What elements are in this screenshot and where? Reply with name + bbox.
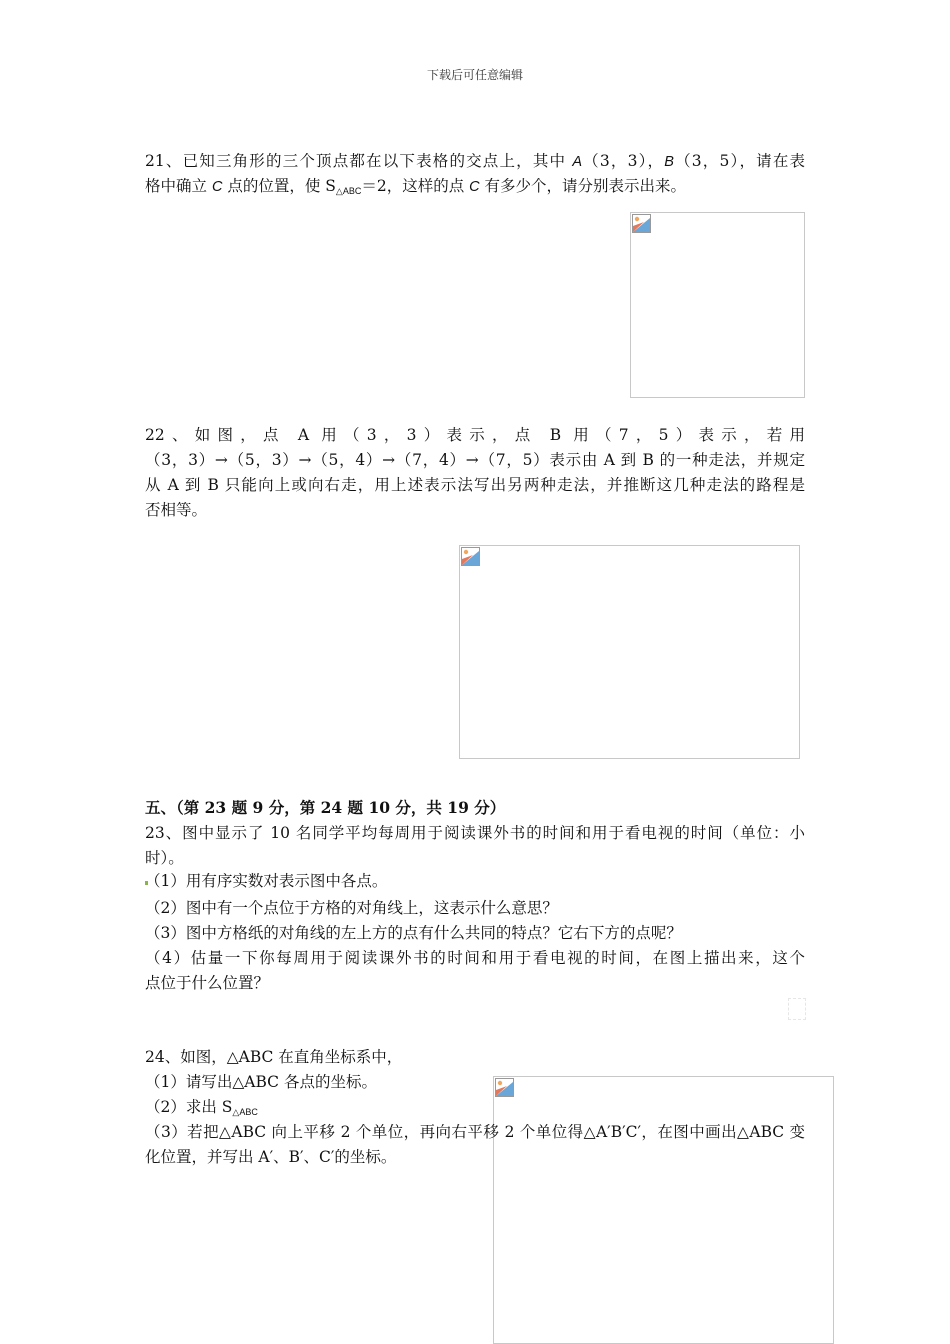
q21-b-coords: （3，5），请在表 [673, 152, 805, 170]
q24-part2-text: （2）求出 S [145, 1098, 233, 1116]
q21-line2 [145, 174, 805, 204]
q24-line1: 24、如图，△ABC 在直角坐标系中， [145, 1048, 403, 1066]
q21-line1 [145, 149, 805, 175]
section-title: 五、（第 23 题 9 分，第 24 题 10 分，共 19 分） [145, 798, 506, 817]
q22-line2: （3，3）→（5，3）→（5，4）→（7，4）→（7，5）表示由 A 到 B 的一种走法，并规定 [145, 451, 805, 469]
broken-image-icon [461, 547, 480, 566]
q21-text: 21、已知三角形的三个顶点都在以下表格的交点上，其中 [145, 152, 573, 170]
q21-text: 点的位置，使 S [222, 177, 336, 195]
q21-text: 格中确立 [145, 177, 212, 195]
q24-figure [493, 1076, 834, 1344]
q23-part3: （3）图中方格纸的对角线的左上方的点有什么共同的特点？它右下方的点呢？ [145, 924, 682, 942]
q21-text: ＝2，这样的点 [361, 177, 470, 195]
area-subscript: △ABC [232, 1107, 258, 1117]
q22-line1: 22、如图，点 A 用（3，3）表示，点 B 用（7，5）表示，若用 [145, 426, 805, 444]
q24-part1: （1）请写出△ABC 各点的坐标。 [145, 1073, 377, 1091]
q21-text: 有多少个，请分别表示出来。 [479, 177, 687, 195]
q22-line4: 否相等。 [145, 501, 208, 519]
point-b-label: B [664, 154, 674, 170]
q23-line1: 23、图中显示了 10 名同学平均每周用于阅读课外书的时间和用于看电视的时间（单位：小 [145, 824, 805, 842]
q24-part3-line2: 化位置，并写出 A′、B′、C′的坐标。 [145, 1148, 397, 1166]
broken-image-icon [495, 1078, 514, 1097]
q23-part4-line1: （4）估量一下你每周用于阅读课外书的时间和用于看电视的时间，在图上描出来，这个 [145, 949, 805, 967]
point-a-label: A [572, 154, 582, 170]
faint-image-placeholder-icon [788, 998, 806, 1020]
point-c-label: C [211, 179, 223, 195]
q23-part1: （1）用有序实数对表示图中各点。 [145, 872, 388, 890]
q22-line3: 从 A 到 B 只能向上或向右走，用上述表示法写出另两种走法，并推断这几种走法的路程是 [145, 476, 805, 494]
q23-part4-line2: 点位于什么位置？ [145, 974, 270, 992]
q23-line2: 时）。 [145, 849, 184, 867]
area-subscript: △ABC [335, 186, 362, 196]
q23-part2: （2）图中有一个点位于方格的对角线上，这表示什么意思？ [145, 899, 558, 917]
q21-figure [630, 212, 805, 398]
point-c-label: C [469, 179, 480, 195]
q22-figure [459, 545, 800, 759]
page-header: 下载后可任意编辑 [426, 68, 523, 82]
q21-a-coords: （3，3）， [582, 152, 665, 170]
broken-image-icon [632, 214, 651, 233]
q24-part3-line1: （3）若把△ABC 向上平移 2 个单位，再向右平移 2 个单位得△A′B′C′，在图中画出△ABC 变 [145, 1123, 805, 1141]
